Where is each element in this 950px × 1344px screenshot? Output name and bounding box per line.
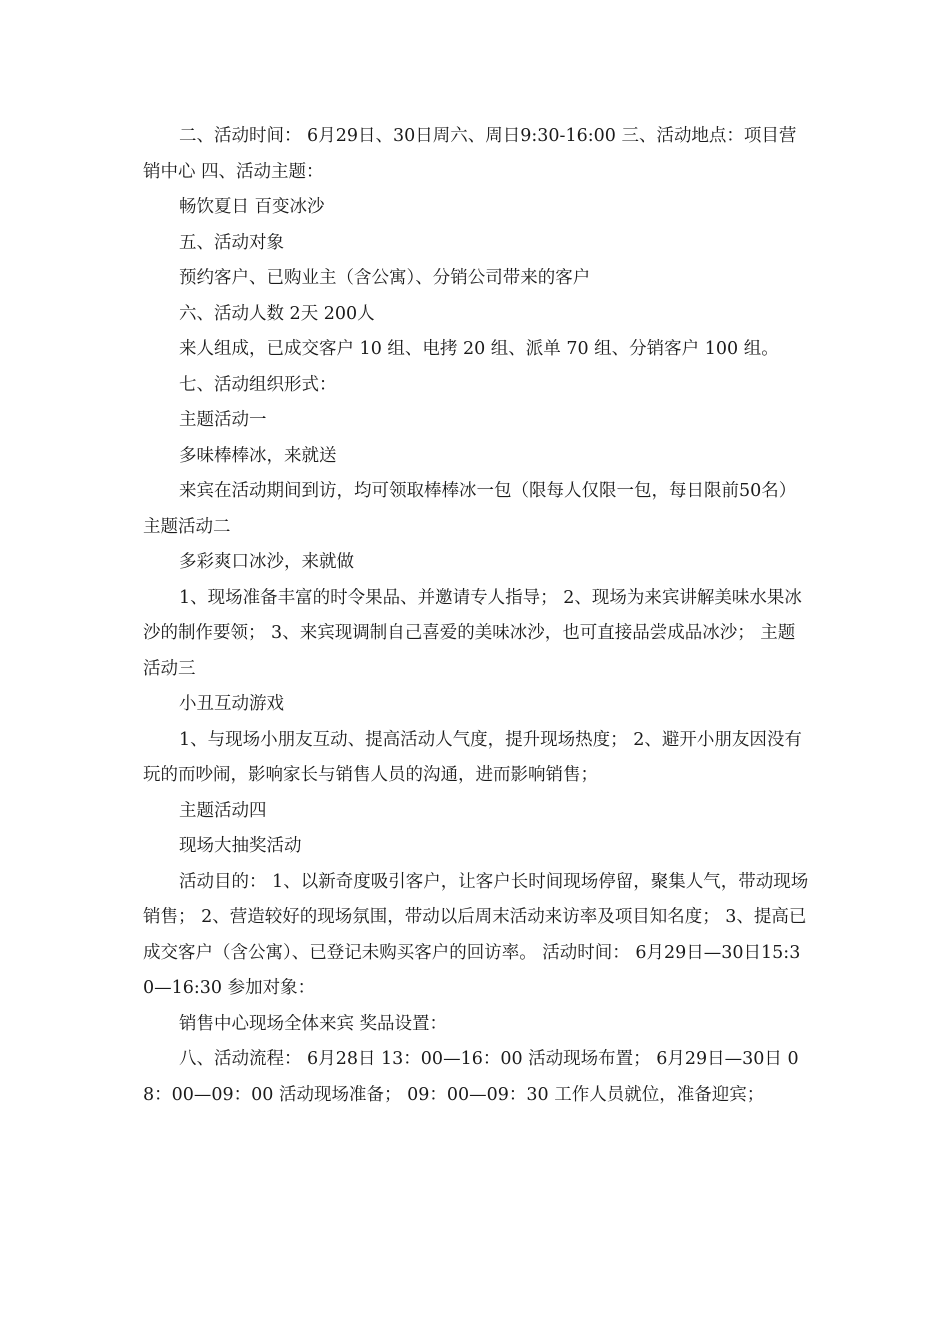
paragraph-target-audience: 预约客户、已购业主（含公寓）、分销公司带来的客户 — [179, 268, 591, 288]
subheading-theme-activity-2: 多彩爽口冰沙，来就做 — [179, 552, 354, 572]
paragraph-theme-activity-3-detail: 1、与现场小朋友互动、提高活动人气度，提升现场热度； 2、避开小朋友因没有玩的而吵闹，影响家长与销售人员的沟通，进而影响销售； — [143, 729, 802, 785]
subheading-theme-activity-3: 小丑互动游戏 — [179, 694, 284, 714]
paragraph-lottery-purpose: 活动目的： 1、以新奇度吸引客户，让客户长时间现场停留，聚集人气，带动现场销售； 2、营造较好的现场氛围，带动以后周末活动来访率及项目知名度； 3、提高已成交客户（含公寓）、已登记未购买客户的回访率。 活动时间： 6月29日—30日15:30—16:30 参加对象： — [143, 871, 809, 998]
paragraph-attendance-composition: 来人组成，已成交客户 10 组、电拷 20 组、派单 70 组、分销客户 100 组。 — [179, 339, 779, 359]
document-body — [143, 119, 811, 1113]
paragraph-theme-activity-1-detail: 来宾在活动期间到访，均可领取棒棒冰一包（限每人仅限一包，每日限前50名） 主题活动二 — [143, 481, 797, 537]
subheading-theme-activity-1: 多味棒棒冰，来就送 — [179, 445, 337, 466]
paragraph-activity-process: 八、活动流程： 6月28日 13：00—16：00 活动现场布置； 6月29日—30日 08：00—09：00 活动现场准备； 09：00—09：30 工作人员就位，准备迎宾； — [143, 1049, 799, 1105]
heading-theme-activity-4: 主题活动四 — [179, 800, 267, 821]
heading-target-audience: 五、活动对象 — [179, 232, 284, 253]
paragraph-theme-activity-2-detail: 1、现场准备丰富的时令果品、并邀请专人指导； 2、现场为来宾讲解美味水果冰沙的制作要领； 3、来宾现调制自己喜爱的美味冰沙，也可直接品尝成品冰沙； 主题活动三 — [143, 587, 802, 679]
heading-organization-form: 七、活动组织形式： — [179, 374, 337, 395]
paragraph-activity-time-location-theme: 二、活动时间： 6月29日、30日周六、周日9:30-16:00 三、活动地点：项目营销中心 四、活动主题： — [143, 126, 797, 182]
subheading-theme-activity-4: 现场大抽奖活动 — [179, 836, 302, 856]
heading-theme-activity-1: 主题活动一 — [179, 410, 267, 430]
paragraph-theme-title: 畅饮夏日 百变冰沙 — [179, 197, 325, 217]
paragraph-lottery-participants: 销售中心现场全体来宾 奖品设置： — [179, 1013, 448, 1034]
heading-attendance: 六、活动人数 2天 200人 — [179, 303, 375, 324]
